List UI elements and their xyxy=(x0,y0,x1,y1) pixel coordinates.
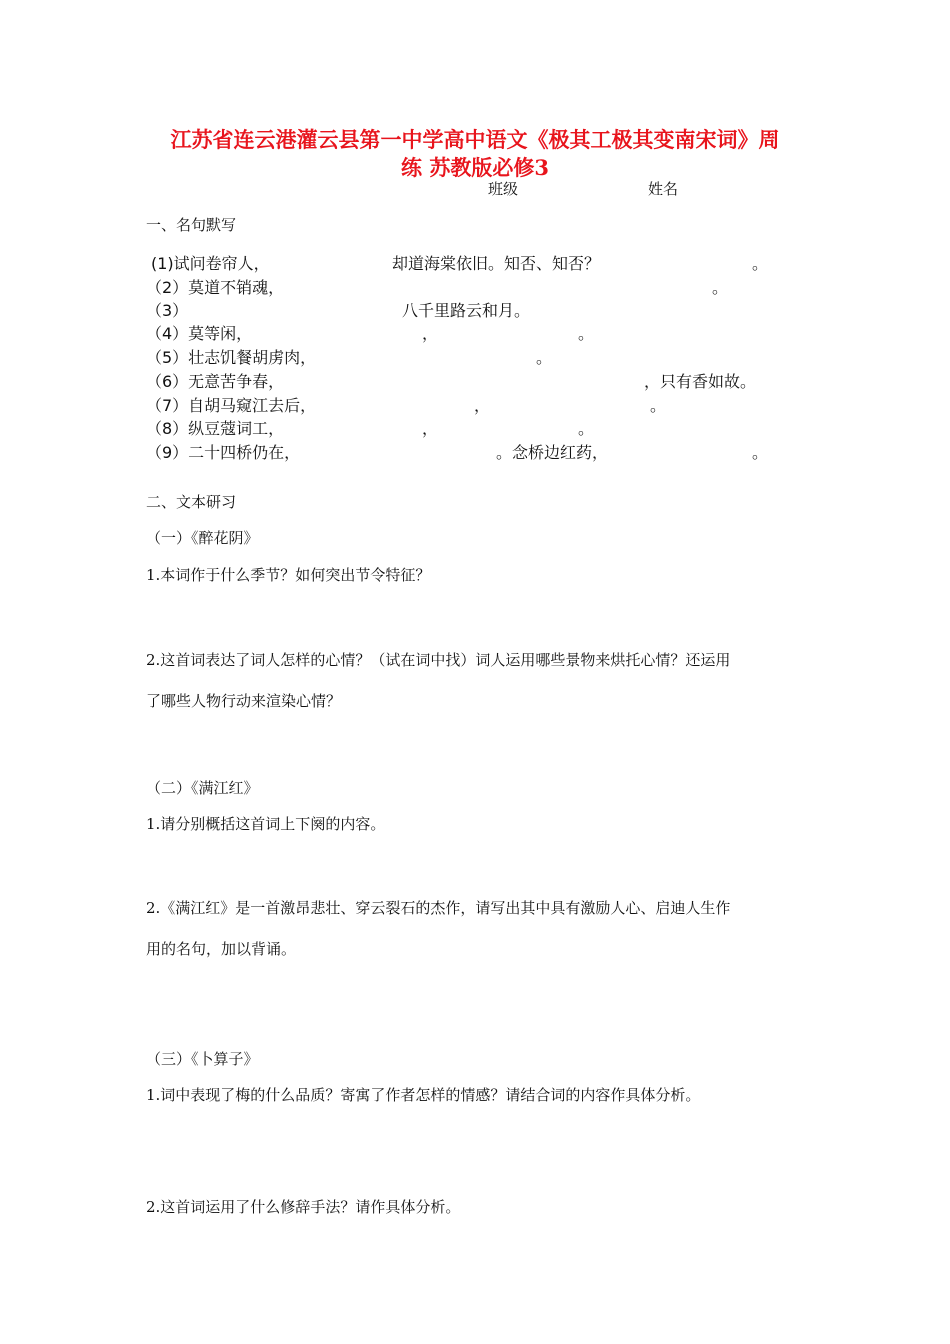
recitation-line-9-mid: 。念桥边红药， xyxy=(496,443,609,462)
recitation-line-8-end: 。 xyxy=(578,419,595,438)
recitation-line-4-mid: ， xyxy=(422,324,439,343)
page-title-line2: 练 苏教版必修3 xyxy=(401,155,549,180)
part3-title: （三）《卜算子》 xyxy=(146,1050,259,1068)
recitation-line-8-start: （8）纵豆蔻词工， xyxy=(146,419,285,438)
part1-title: （一）《醉花阴》 xyxy=(146,529,259,547)
recitation-line-1-start: (1)试问卷帘人， xyxy=(151,254,270,273)
part3-question-2: 2.这首词运用了什么修辞手法？请作具体分析。 xyxy=(146,1198,461,1216)
recitation-line-1-end: 。 xyxy=(752,254,769,273)
part1-question-2a: 2.这首词表达了词人怎样的心情？（试在词中找）词人运用哪些景物来烘托心情？还运用 xyxy=(146,651,731,669)
recitation-line-7-mid: ， xyxy=(474,396,491,415)
part2-question-2b: 用的名句，加以背诵。 xyxy=(146,940,297,958)
recitation-line-5-mid: 。 xyxy=(536,348,553,367)
recitation-line-4-start: （4）莫等闲， xyxy=(146,324,253,343)
part2-question-1: 1.请分别概括这首词上下阕的内容。 xyxy=(146,815,386,833)
part1-question-1: 1.本词作于什么季节？如何突出节令特征？ xyxy=(146,566,431,584)
part3-question-1: 1.词中表现了梅的什么品质？寄寓了作者怎样的情感？请结合词的内容作具体分析。 xyxy=(146,1086,701,1104)
class-label: 班级 xyxy=(488,180,519,198)
recitation-line-3-mid: 八千里路云和月。 xyxy=(402,301,531,320)
recitation-line-6-start: （6）无意苦争春， xyxy=(146,372,285,391)
recitation-line-5-start: （5）壮志饥餐胡虏肉， xyxy=(146,348,317,367)
recitation-line-7-start: （7）自胡马窥江去后， xyxy=(146,396,317,415)
part1-question-2b: 了哪些人物行动来渲染心情？ xyxy=(146,692,342,710)
page-title-line1: 江苏省连云港灌云县第一中学高中语文《极其工极其变南宋词》周 xyxy=(170,127,780,152)
recitation-line-6-end: ，只有香如故。 xyxy=(644,372,757,391)
recitation-line-7-end: 。 xyxy=(650,396,667,415)
recitation-line-4-end: 。 xyxy=(578,324,595,343)
recitation-line-1-mid: 却道海棠依旧。知否、知否？ xyxy=(392,254,601,273)
section2-heading: 二、文本研习 xyxy=(146,493,237,511)
section1-heading: 一、名句默写 xyxy=(146,216,237,234)
name-label: 姓名 xyxy=(648,180,679,198)
recitation-line-9-end: 。 xyxy=(752,443,769,462)
recitation-line-9-start: （9）二十四桥仍在， xyxy=(146,443,301,462)
recitation-line-8-mid: ， xyxy=(422,419,439,438)
recitation-line-2-start: （2）莫道不销魂， xyxy=(146,278,285,297)
part2-question-2a: 2.《满江红》是一首激昂悲壮、穿云裂石的杰作，请写出其中具有激励人心、启迪人生作 xyxy=(146,899,731,917)
recitation-line-2-end: 。 xyxy=(712,278,729,297)
recitation-line-3-start: （3） xyxy=(146,301,189,320)
part2-title: （二）《满江红》 xyxy=(146,779,259,797)
